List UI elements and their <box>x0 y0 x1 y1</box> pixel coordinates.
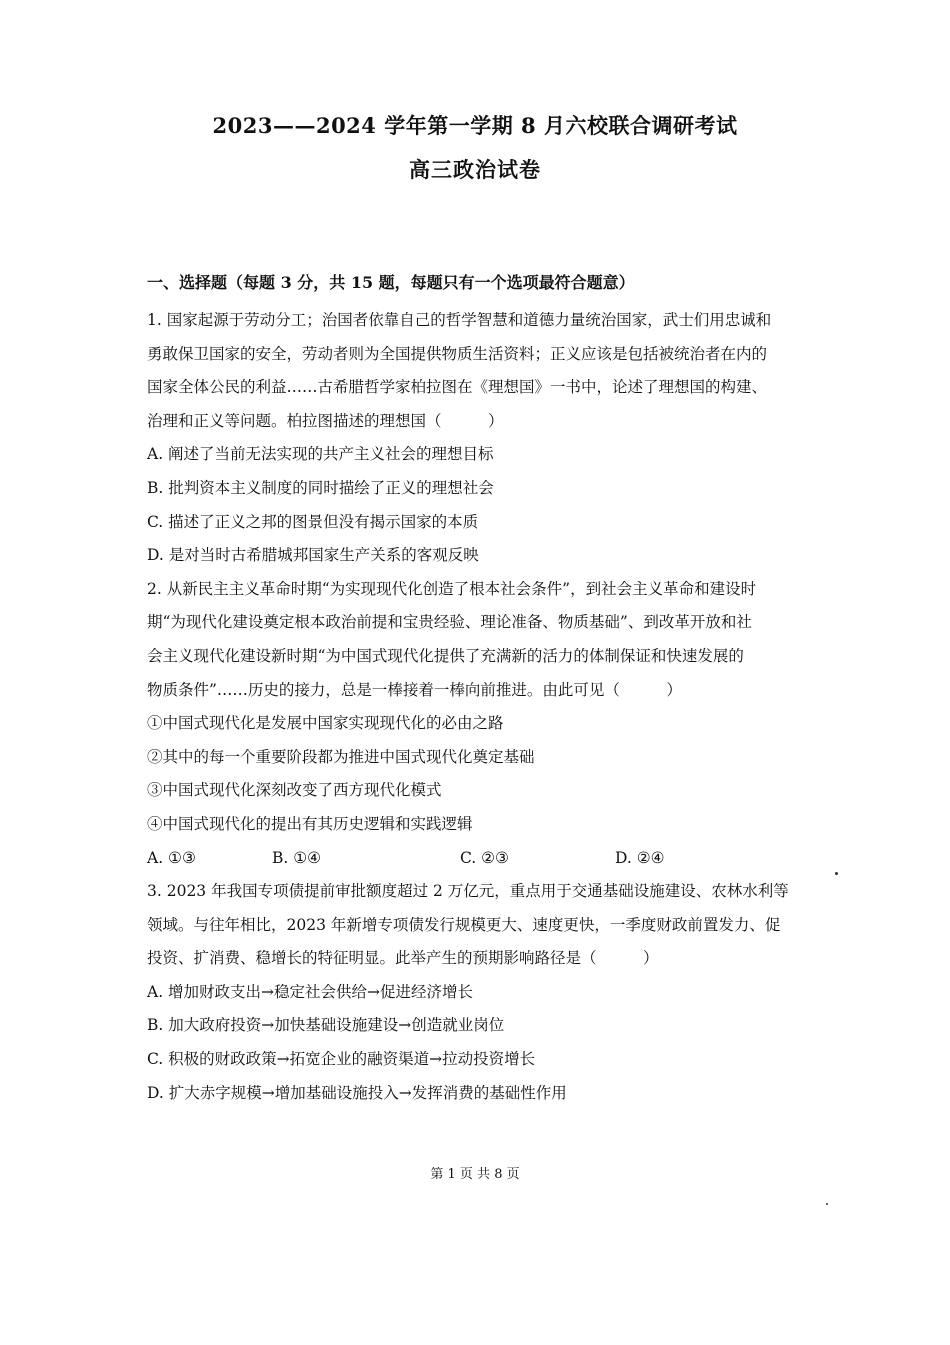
question-2-line: 会主义现代化建设新时期“为中国式现代化提供了充满新的活力的体制保证和快速发展的 <box>147 646 744 665</box>
question-3 <box>147 875 789 1110</box>
question-2-option-d: D. ②④ <box>615 848 665 867</box>
question-2-option-a: A. ①③ <box>147 848 196 867</box>
question-2-line: 物质条件”……历史的接力，总是一棒接着一棒向前推进。由此可见（ ） <box>147 680 682 699</box>
question-2-line: 期“为现代化建设奠定根本政治前提和宝贵经验、理论准备、物质基础”、到改革开放和社 <box>147 613 752 632</box>
question-1-line: 国家全体公民的利益……古希腊哲学家柏拉图在《理想国》一书中，论述了理想国的构建、 <box>147 378 768 397</box>
question-3-line: 领域。与往年相比，2023 年新增专项债发行规模更大、速度更快，一季度财政前置发力、促 <box>147 915 781 934</box>
question-2-statement-2: ②其中的每一个重要阶段都为推进中国式现代化奠定基础 <box>147 747 535 766</box>
exam-content <box>147 268 789 1110</box>
question-2-statement-4: ④中国式现代化的提出有其历史逻辑和实践逻辑 <box>147 814 473 833</box>
question-1-option-a: A. 阐述了当前无法实现的共产主义社会的理想目标 <box>147 445 494 464</box>
question-2-statement-3: ③中国式现代化深刻改变了西方现代化模式 <box>147 781 442 800</box>
question-2 <box>147 573 777 875</box>
question-1 <box>147 304 777 573</box>
scan-speck <box>826 1203 828 1205</box>
scan-speck <box>835 872 838 875</box>
exam-title: 2023——2024 学年第一学期 8 月六校联合调研考试 <box>212 113 738 138</box>
question-3-line: 3. 2023 年我国专项债提前审批额度超过 2 万亿元，重点用于交通基础设施建设、农林水利等 <box>147 882 789 901</box>
question-2-statement-1: ①中国式现代化是发展中国家实现现代化的必由之路 <box>147 714 504 733</box>
question-3-option-c: C. 积极的财政政策→拓宽企业的融资渠道→拉动投资增长 <box>147 1050 536 1069</box>
question-3-option-d: D. 扩大赤字规模→增加基础设施投入→发挥消费的基础性作用 <box>147 1083 567 1102</box>
exam-subtitle: 高三政治试卷 <box>409 157 541 182</box>
page-number: 第 1 页 共 8 页 <box>430 1167 520 1182</box>
question-3-line: 投资、扩消费、稳增长的特征明显。此举产生的预期影响路径是（ ） <box>147 949 659 968</box>
question-1-line: 勇敢保卫国家的安全，劳动者则为全国提供物质生活资料；正义应该是包括被统治者在内的 <box>147 344 768 363</box>
question-1-line: 治理和正义等问题。柏拉图描述的理想国（ ） <box>147 411 504 430</box>
question-1-option-c: C. 描述了正义之邦的图景但没有揭示国家的本质 <box>147 512 479 531</box>
question-2-option-b: B. ①④ <box>272 848 322 867</box>
question-3-option-b: B. 加大政府投资→加快基础设施建设→创造就业岗位 <box>147 1016 505 1035</box>
question-2-options <box>147 842 777 876</box>
question-3-option-a: A. 增加财政支出→稳定社会供给→促进经济增长 <box>147 982 474 1001</box>
question-2-option-c: C. ②③ <box>460 848 509 867</box>
question-2-line: 2. 从新民主主义革命时期“为实现现代化创造了根本社会条件”，到社会主义革命和建设时 <box>147 579 757 598</box>
question-1-line: 1. 国家起源于劳动分工；治国者依靠自己的哲学智慧和道德力量统治国家，武士们用忠诚和 <box>147 311 772 329</box>
section-heading: 一、选择题（每题 3 分，共 15 题，每题只有一个选项最符合题意） <box>147 273 635 292</box>
question-1-option-d: D. 是对当时古希腊城邦国家生产关系的客观反映 <box>147 546 479 565</box>
question-1-option-b: B. 批判资本主义制度的同时描绘了正义的理想社会 <box>147 478 494 497</box>
